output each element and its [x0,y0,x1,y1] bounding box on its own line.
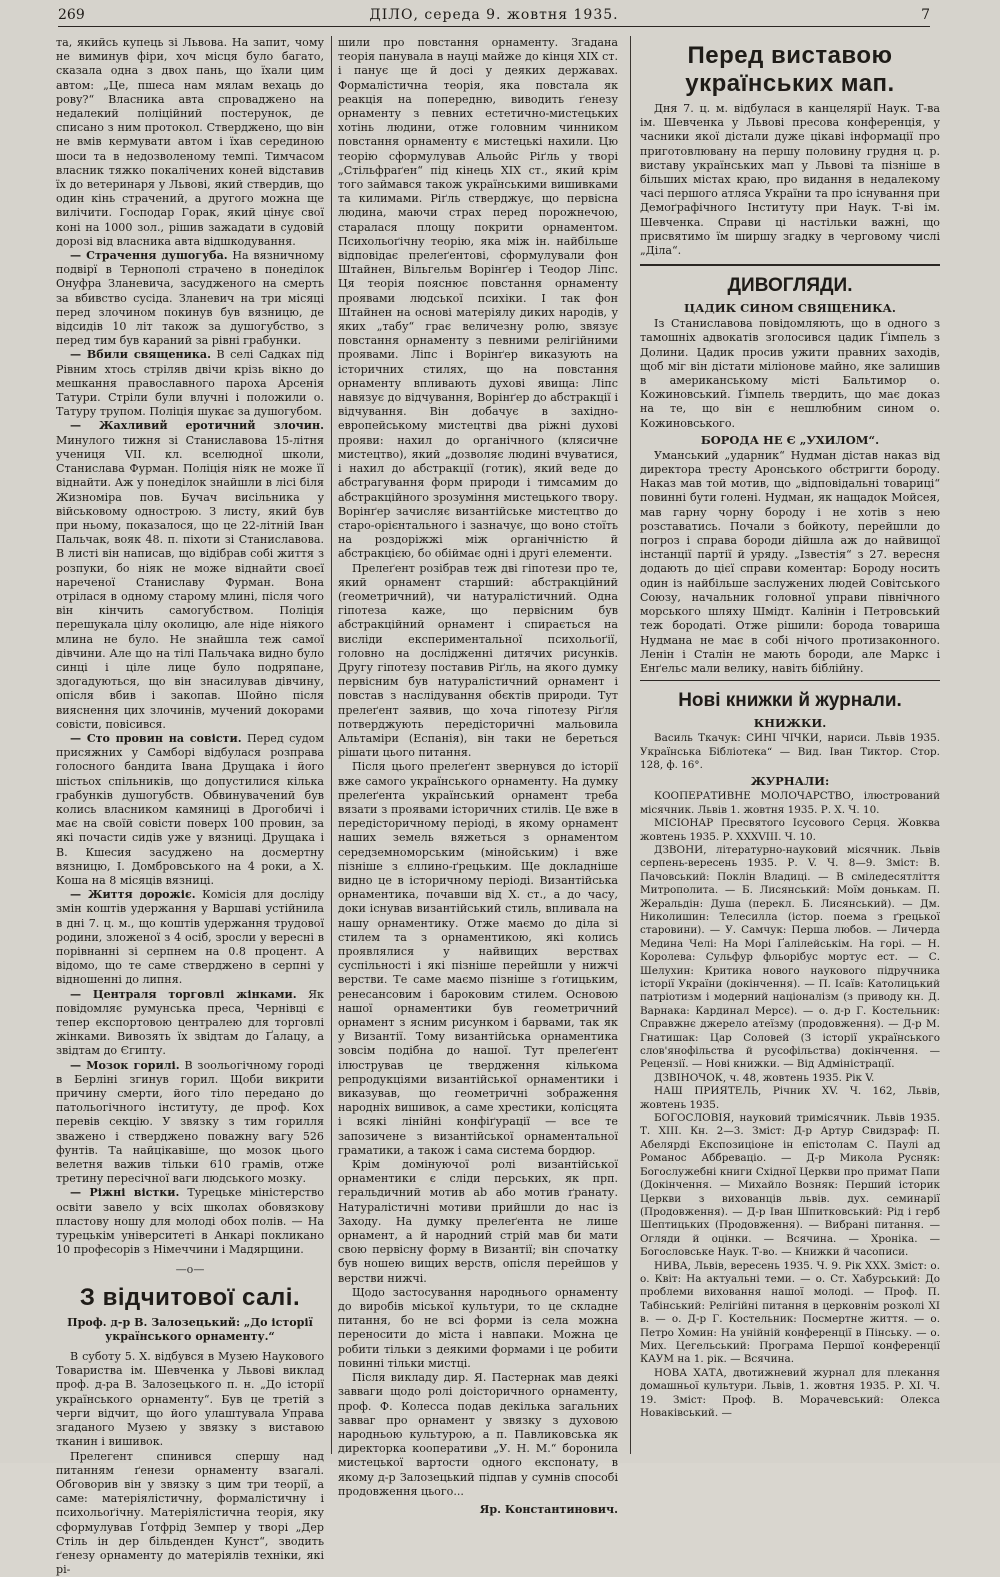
page-number: 269 [58,7,85,23]
article-paragraph: Щодо застосування народнього орнаменту до виробів міської культури, то це складне питання, бо не всі форми із села можна переносити до міста і навпаки. Можна це робити тільки з деякими формами і це робити повинні тільки мистці. [338,1286,618,1371]
column-2 [338,36,618,1454]
article-signature: Яр. Константинович. [338,1503,618,1517]
page-side-number: 7 [921,7,930,23]
subheading: ЦАДИК СИНОМ СВЯЩЕНИКА. [640,301,940,315]
news-text: Комісія для досліду змін коштів удержання у Варшаві устійнила в дні 7. ц. м., що коштів удержання трудової родини, зложеної з 4 осіб, зросли у вересні в порівнанні зі серпнем на 0.8 процент. А відомо, що те саме стверджено в серпні у відношенні до липня. [56,888,324,986]
news-item [56,1059,324,1187]
subheading: ЖУРНАЛИ: [640,774,940,788]
column-divider-2 [630,36,631,1454]
article-title: Перед виставою українських мап. [640,42,940,98]
news-text: На вязничному подвірї в Тернополі страчено в понеділок Онуфра Зланевича, засудженого на смерть за вбивство сусіда. Зланевич на три місяці перед злочином покинув був вязницю, де відсидів 10 літ також за душогубство, з перед тим був караний за рівні грабунки. [56,249,324,347]
section-ornament: —o— [56,1263,324,1277]
news-headline: — Життя дорожіє. [70,888,196,901]
article-paragraph: Прелегент спинився спершу над питанням ґенези орнаменту взагалі. Обговорив він у звязку з цим три теорії, а саме: матеріялістичну, формалістичну і психольоґічну. Матеріялістична теорія, яку сформулував Ґотфрід Земпер у творі „Дер Стіль ін дер більденден Кунст“, зводить ґенезу орнаменту до матеріялів техніки, які рі- [56,1450,324,1577]
article-paragraph: Після цього прелеґент звернувся до історії вже самого українського орнаменту. На думку прелеґента український орнамент треба вязати з проявами історичних стилів. Це вже в передісторичному періоді, в якому орнамент наших земель вяжеться з орнаментом середземноморським (мінойським) і вже пізніше з єллино-ґрецьким. Ще докладніше видно це в історичному періоді. Византійська орнаментика, почавши від X. ст., а до часу, доки існував византійський стиль, впливала на нашу орнаментику. Отже маємо до діла зі стилем та з орнаментикою, які колись проявлялися у найвищих верствах суспільності і які пізніше перейшли у нижчі верстви. Те саме маємо пізніше з ґотицьким, ренесансовим і бароковим стилем. Основою нашої орнаментики був геометричний орнамент з ясним рисунком і барвами, так як у Византії. Тому византійська орнаментика зовсім подібна до нашої. Тут прелеґент ілюстрував це твердження кількома репродукціями византійської орнаментики і виказував, що геометричні зображення народніх вишивок, а саме хрестики, колісцята і всякі лінійні конфіґурації — все те запозичене з византійської орнаментальної граматики, а також і сама система бордюр. [338,760,618,1158]
listing-entry: Василь Ткачук: СИНІ ЧІЧКИ, нариси. Львів 1935. Українська Бібліотека“ — Вид. Іван Тиктор. Стор. 128, ф. 16°. [640,732,940,772]
section-heading: З відчитової салі. [56,1284,324,1312]
article-paragraph: Уманський „ударник“ Нудман дістав наказ від директора тресту Аронського обстригти бороду. Наказ мав той мотив, що „відповідальні товариці“ повинні бути голені. Нудман, як нащадок Мойсея, мав гарну чорну бороду і не хотів з нею розставатись. Почали з бойкоту, перейшли до погроз і справа бороди дійшла аж до найвищої інстанції партії й уряду. „Ізвестія“ з 27. вересня додають до цієї справи коментар: Бороду носить один із найбільше заслужених людей Совітського Союзу, начальник головної управи північного морського шляху Шмідт. Калінін і Петровський теж бородаті. Отже рішили: борода товариша Нудмана не має в собі нічого протизаконного. Ленін і Сталін не мають бороди, але Маркс і Енґельс мали велику, навіть біблійну. [640,449,940,676]
article-paragraph: Прелеґент розібрав теж дві гіпотези про те, який орнамент старший: абстракційний (геометричний), чи натуралістичний. Одна гіпотеза каже, що первісним був абстракційний орнамент і спирається на висліди експериментальної психольоґії, головно на дослідженні дитячих рисунків. Другу гіпотезу поставив Ріґль, на якого думку первісним був натуралістичний орнамент і повстав з наслідування обєктів природи. Тут прелеґент заявив, що хоча гіпотезу Ріґля потверджують передісторичні мальовила Альтаміри (Еспанія), він таки не береться рішати цього питання. [338,562,618,761]
listing-entry: ДЗВІНОЧОК, ч. 48, жовтень 1935. Рік V. [640,1072,940,1085]
listing-entry: ДЗВОНИ, літературно-науковий місячник. Львів серпень-вересень 1935. Р. V. Ч. 8—9. Зміст: В. Пачовський: Поклін Владиці. — В сміледесятліття Митрополита. — Б. Лисянський: Моїм донькам. П. Жеральдін: Душа (перекл. Б. Лисянський). — Дм. Николишин: Телесилла (істор. поема з ґрецької старовини). — У. Самчук: Перша любов. — Личерда Медина Челі: На Морі Ґалілейськім. На горі. — Н. Королева: Сульфур фльорібус мортус ест. — С. Шелухин: Критика нового наукового підручника історії України (докінчення). — П. Ісаїв: Католицький патріотизм і модерний націоналізм (з приводу кн. Д. Варнака: Кардинал Мерсє). — о. д-р Г. Костельник: Справжнє джерело атеїзму (продовження). — Д-р М. Гнатишак: Цар Соловей (З історії українського слов'янофільства й русофільства) докінчення. — Рецензії. — Нові книжки. — Від Адміністрації. [640,844,940,1072]
news-headline: — Жахливий еротичний злочин. [70,419,324,432]
news-item [56,419,324,731]
news-item [56,888,324,987]
listing-entry: НАШ ПРИЯТЕЛЬ, Річник XV. Ч. 162, Львів, жовтень 1935. [640,1085,940,1112]
news-text: В селі Садках під Рівним хтось стріляв двічи крізь вікно до мешкання православного пароха Арсенія Татури. Стріли були влучні і положили о. Татуру трупом. Поліція шукає за душогубом. [56,348,324,418]
subheading: КНИЖКИ. [640,716,940,730]
news-text: Турецьке міністерство освіти завело у всіх школах обовязкову пластову ношу для молоді обох полів. — На турецькім університеті в Анкарі покликано 10 професорів з Німеччини і Мадярщини. [56,1186,324,1256]
article-paragraph: Крім домінуючої ролі византійської орнаментики є сліди перських, як прп. геральдичний мотив ab або мотив ґранату. Натуралістичні мотиви прийшли до нас із Заходу. На думку прелеґента не лише орнамент, а й народний стрій мав би мати свою первісну форму в Византії; він спочатку був ношею вищих верств, опісля перейшов у верстви нижчі. [338,1158,618,1286]
page-header [58,4,930,27]
article-paragraph: Дня 7. ц. м. відбулася в канцелярії Наук. Т-ва ім. Шевченка у Львові пресова конференція, у часники якої дістали дуже цікаві інформації про приготовлювану на першу половину грудня ц. р. виставу українських мап у Львові та пізніше в більших містах краю, про видання в недалекому часі першого атляса України та про існування при Демоґрафічного Інституту при Наук. Т-ві ім. Шевченка. Справи ці настільки важні, що присвятимо їм ширшу згадку в черговому числі „Діла“. [640,102,940,258]
article-paragraph: Після викладу дир. Я. Пастернак мав деякі завваги щодо ролі доісторичного орнаменту, проф. Ф. Колесса подав декілька загальних завваг про орнамент у звязку з духовою народньою культурою, а п. Павликовська як директорка кооперативи „У. Н. М.“ боронила мистецької вартости одного експонату, в якому д-р Залозецький підпав у сумнів способі продовження цього... [338,1371,618,1499]
news-item [56,732,324,888]
news-headline: — Страчення душогуба. [70,249,228,262]
listing-entry: МІСІОНАР Пресвятого Ісусового Серця. Жовква жовтень 1935. Р. XXXVIII. Ч. 10. [640,817,940,844]
listing-entry: БОГОСЛОВІЯ, науковий тримісячник. Львів 1935. Т. XIII. Кн. 2—3. Зміст: Д-р Артур Свидзраф: П. Абелярді Експозиціоне ін епістолам С. Паулі ад Романос Аббреваціо. — Д-р Микола Русняк: Богослужебні книги Східної Церкви про примат Папи (Докінчення. — Михайло Возняк: Перший історик Церкви з вихованців львів. дух. семинарії (Продовження). — Д-р Іван Шпитковський: Рід і герб Шептицьких (Продовження). — Вибрані питання. — Огляди й оцінки. — Всячина. — Хроніка. — Богословське Наук. Т-во. — Книжки й часописи. [640,1112,940,1259]
section-heading: ДИВОГЛЯДИ. [640,274,940,297]
column-3 [640,36,940,1454]
masthead: ДІЛО, середа 9. жовтня 1935. [58,7,930,23]
listing-entry: КООПЕРАТИВНЕ МОЛОЧАРСТВО, ілюстрований місячник. Львів 1. жовтня 1935. Р. Х. Ч. 10. [640,790,940,817]
subheading: БОРОДА НЕ Є „УХИЛОМ“. [640,433,940,447]
column-1 [56,36,324,1454]
news-item [56,249,324,348]
section-heading: Нові книжки й журнали. [640,689,940,712]
news-text: та, якийсь купець зі Львова. На запит, чому не виминув фіри, хоч місця було багато, сказала одна з двох пань, що їхали цим автом: „Це, пшеса нам мялам вехаць до рову?“ Власника авта спроваджено на недалекий поліційний постерунок, де списано з ним протокол. Стверджено, що він не вмів кермувати автом і їхав серединою шоси та в недозволеному темпі. Тимчасом власник тяжко покалічених коней відставив їх до ветеринаря у Львові, який ствердив, що один кінь страчений, а другого можна ще вилічити. Господар Горак, який цінує свої коні на 1000 зол., рішив зажадати в судовій дорозі від власника авта відшкодування. [56,36,324,249]
listing-entry: НОВА ХАТА, двотижневий журнал для плекання домашньої культури. Львів, 1. жовтня 1935. Р. XI. Ч. 19. Зміст: Проф. В. Морачевський: Олекса Новаківський. — [640,1367,940,1421]
news-text: Як повідомляє румунська преса, Чернівці є тепер експортовою централею для торговлі жінками. Вивозять їх звідтам до Ґалацу, а звідтам до Єгипту. [56,988,324,1058]
lecture-title: Проф. д-р В. Залозецький: „До історії українського орнаменту.“ [56,1316,324,1344]
news-item [56,348,324,419]
divider [640,264,940,266]
news-headline: — Вбили священика. [70,348,211,361]
divider [640,680,940,681]
news-text: В зоольогічному городі в Берліні згинув горил. Щоби викрити причину смерти, його тіло передано до патольогічного інституту, де проф. Кох перевів секцію. У звязку з тим горилля зважено і стверджено поважну вагу 526 фунтів. Та найцікавіше, що мозок цього велетня важив тільки 610 грамів, отже третину пересічної ваги людського мозку. [56,1059,324,1186]
news-text: Перед судом присяжних у Самборі відбулася розправа голосного бандита Івана Друщака і його шістьох спільників, що допустилися кілька грабунків душогубств. Обвинувачений був колись власником камяниці в Дрогобичі і має на своїй совісти поверх 100 провин, за які почасти сидів уже у вязниці. Друщака і В. Кшесия засуджено на досмертну вязницю, І. Домбровського на 4 роки, а Х. Коша на 8 місяців вязниці. [56,732,324,887]
news-item [56,1186,324,1257]
column-divider-1 [331,36,332,1454]
news-headline: — Мозок горилі. [70,1059,180,1072]
news-text: Минулого тижня зі Станиславова 15-літня учениця VII. кл. вселюдної школи, Станислава Фурман. Поліція ніяк не може її віднайти. Аж у понеділок знайшли в лісі біля Жизноміра пов. Бучач висільника у військовому однострою. З листу, який був при ньому, показалося, що це 22-літній Іван Пальчак, вояк 48. п. піхоти зі Станиславова. В листі він написав, що відібрав собі життя з розпуки, бо ніяк не може віднайти своєї нареченої Станиславу Фурман. Вона отрілася в одному старому млині, після чого він кінчить самогубством. Поліція перешукала цілу околицю, але ніде ніякого млина не було. Не знайшла теж самої дівчини. Але що на тілі Пальчака видно було синці і ціле лице було подряпане, здогадуються, що він знасилував дівчину, опісля вбив і закопав. Шойно після вияснення цих злочинів, мучений докорами совісти, повісився. [56,434,324,731]
news-headline: — Сто провин на совісти. [70,732,242,745]
article-paragraph: Із Станиславова повідомляють, що в одного з тамошніх адвокатів зголосився цадик Ґімпель з Долини. Цадик просив ужити правних заходів, щоб міг він дістати міліонове майно, яке залишив в американському місті Бальтимор о. Кожиновський. Ґімпель твердить, що має доказ на те, що він є нешлюбним сином о. Кожиновського. [640,317,940,431]
news-headline: — Централя торговлі жінками. [70,988,297,1001]
article-paragraph: шили про повстання орнаменту. Згадана теорія панувала в науці майже до кінця XIX ст. і панує ще й досі у деяких державах. Формалістична теорія, яка повстала як реакція на попередню, виводить ґенезу орнаменту з певних естетично-мистецьких хотінь людини, отже головним чинником повстання орнаменту є мистецькі нахили. Цю теорію сформулував Альойс Ріґль у творі „Стільфраґен“ під кінець XIX ст., який крім того займався також українськими вишивками та килимами. Ріґль стверджує, що первісна людина, маючи страх перед порожнечою, старалася площу покрити орнаментом. Психольоґічну теорію, яка між ін. найбільше відповідає прелеґентові, сформулували фон Штайнен, Вільгельм Ворінґер і Теодор Ліпс. Ця теорія пояснює повстання орнаменту проявами людської психіки. І так фон Штайнен на основі матеріялу диких народів, у яких „табу“ грає величезну ролю, звязує повстання орнаменту з певними релігійними проявами. Ліпс і Ворінґер виказують на історичних стилях, що на повстання орнаменту впливають духові явища: Ліпс навязує до відчування, Ворінґер до абстракції і відчування. Він добачує в західно-европейському мистецтві два ріжні духові прояви: нахил до органічного (клясичне мистецтво), який „дозволяє людині вчуватися, і нахил до абстракції (готик), який веде до абстрагування форм природи і тимсамим до абстракційного зрозуміння мистецького твору. Ворінґер зачисляє византійське мистецтво до старо-орієнтального і зазначує, що воно стоїть на роздоріжжі між органічністю й абстракцією, бо обіймає одні і другі елементи. [338,36,618,562]
news-headline: — Ріжні вістки. [70,1186,179,1199]
listing-entry: НИВА, Львів, вересень 1935. Ч. 9. Рік XXX. Зміст: о. о. Квіт: На актуальні теми. — о. Ст. Хабурський: До проблеми виховання нашої молоді. — Проф. П. Табінський: Релігійні питання в церковнім розколі XI в. — о. Д-р Г. Костельник: Посмертне життя. — о. Петро Хомин: На унійній конференції в Пінську. — о. Мих. Цегельський: Програма Першої конференції КАУМ на 1. рік. — Всячина. [640,1260,940,1367]
article-paragraph: В суботу 5. Х. відбувся в Музею Наукового Товариства ім. Шевченка у Львові виклад проф. д-ра В. Залозецького п. н. „До історії українського орнаменту“. Був це третій з черги відчит, що його улаштувала Управа згаданого Музею у звязку з виставою тканин і вишивок. [56,1350,324,1449]
news-item [56,988,324,1059]
